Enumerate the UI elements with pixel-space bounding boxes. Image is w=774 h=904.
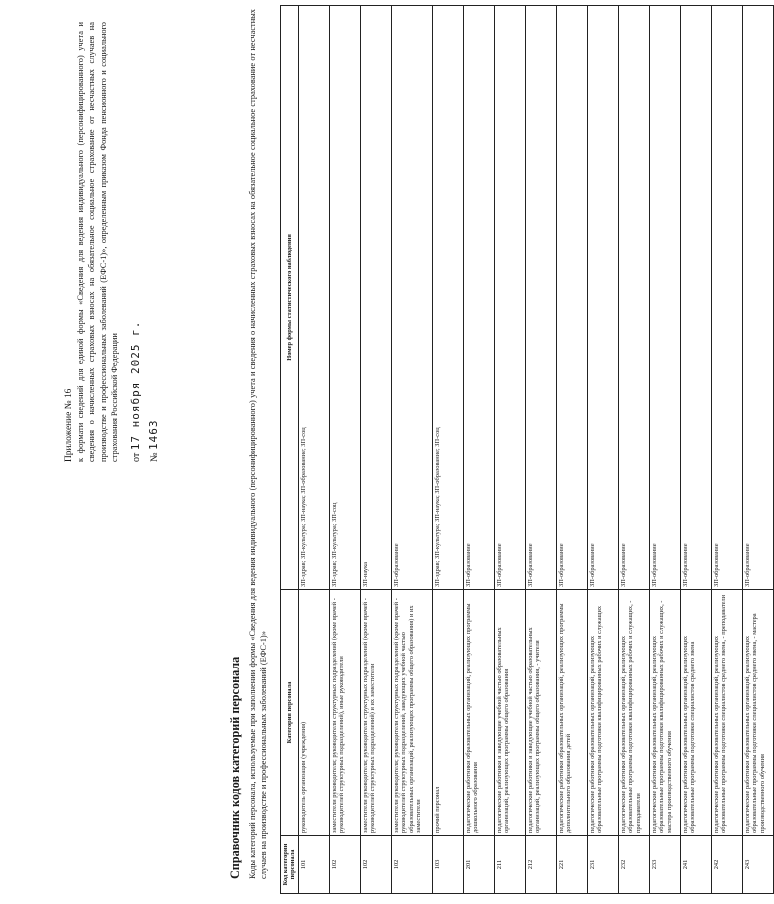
page-title: Справочник кодов категорий персонала	[228, 656, 242, 879]
cell-form: ЗП-образование	[391, 6, 432, 590]
cell-code: 241	[680, 836, 711, 894]
table-row	[556, 6, 587, 894]
cell-code: 102	[360, 836, 391, 894]
table-header-row	[281, 6, 299, 894]
table-row	[329, 6, 360, 894]
cell-code: 102	[329, 836, 360, 894]
cell-code: 101	[298, 836, 329, 894]
order-date-row	[130, 22, 142, 462]
cell-code: 243	[742, 836, 773, 894]
cell-category: педагогические работники образовательных организаций, реализующих образовательные программы подготовки квалифицированных рабочих и служащих	[587, 590, 618, 836]
table-body	[298, 6, 773, 894]
personnel-codes-table	[280, 5, 774, 894]
table-row	[680, 6, 711, 894]
table-row	[587, 6, 618, 894]
order-number-row	[148, 22, 160, 462]
header-code: Код категории персонала	[281, 836, 299, 894]
cell-code: 211	[494, 836, 525, 894]
cell-code: 103	[432, 836, 463, 894]
table-row	[494, 6, 525, 894]
cell-category: прочий персонал	[432, 590, 463, 836]
table-row	[525, 6, 556, 894]
cell-category: заместители руководителя; руководители структурных подразделений (кроме врачей - руководителей структурных подразделений, заведующих учебной частью образовательных организаций, реализующих программы общего образования) и их заместители	[391, 590, 432, 836]
table-row	[298, 6, 329, 894]
cell-code: 102	[391, 836, 432, 894]
cell-category: педагогические работники образовательных организаций, реализующих программы дошкольного образования	[463, 590, 494, 836]
table-row	[742, 6, 773, 894]
cell-code: 242	[711, 836, 742, 894]
cell-form: ЗП-образование	[556, 6, 587, 590]
date-prefix: от	[131, 452, 143, 462]
cell-form: ЗП-наука	[360, 6, 391, 590]
order-number: 1463	[147, 419, 161, 450]
table-row	[711, 6, 742, 894]
header-form: Номер формы статистического наблюдения	[281, 6, 299, 590]
cell-category: педагогические работники образовательных организаций, реализующих образовательные программы подготовки специалистов среднего звена, - мастера производственного обучения	[742, 590, 773, 836]
number-prefix: №	[149, 452, 161, 462]
order-date: 17 ноября 2025 г.	[129, 320, 143, 451]
cell-code: 231	[587, 836, 618, 894]
cell-category: заместители руководителя; руководители структурных подразделений (кроме врачей - руководителей структурных подразделений) и их заместители	[360, 590, 391, 836]
table-row	[432, 6, 463, 894]
appendix-header	[64, 22, 160, 462]
cell-form: ЗП-здрав; ЗП-культура; ЗП-наука; ЗП-образование; ЗП-соц	[298, 6, 329, 590]
cell-code: 233	[649, 836, 680, 894]
cell-category: педагогические работники и заведующие учебной частью образовательных организаций, реализующих программы общего образования	[494, 590, 525, 836]
table-row	[618, 6, 649, 894]
cell-form: ЗП-образование	[463, 6, 494, 590]
cell-category: педагогические работники образовательных организаций, реализующих образовательные программы подготовки специалистов среднего звена	[680, 590, 711, 836]
cell-category: педагогические работники и заведующие учебной частью образовательных организаций, реализующих программы общего образования, - учителя	[525, 590, 556, 836]
table-row	[649, 6, 680, 894]
cell-category: педагогические работники образовательных организаций, реализующих образовательные программы подготовки квалифицированных рабочих и служащих, - преподаватели	[618, 590, 649, 836]
header-category: Категория персонала	[281, 590, 299, 836]
table-row	[360, 6, 391, 894]
cell-code: 232	[618, 836, 649, 894]
cell-category: педагогические работники образовательных организаций, реализующих программы дополнительного образования детей	[556, 590, 587, 836]
appendix-body: к формати сведений для единой формы «Сведения для ведения индивидуального (персонифицированного) учета и сведения о начисленных страховых взносах на обязательное социальное страхование от несчастных случаев на производстве и профессиональных заболеваний (ЕФС-1)», определенным приказом Фонда пенсионного и социального страхования Российской Федерации	[76, 22, 119, 462]
cell-form: ЗП-образование	[711, 6, 742, 590]
appendix-title: Приложение № 16	[64, 388, 74, 462]
cell-category: педагогические работники образовательных организаций, реализующих образовательные программы подготовки квалифицированных рабочих и служащих, - мастера производственного обучения	[649, 590, 680, 836]
table-row	[391, 6, 432, 894]
cell-form: ЗП-здрав; ЗП-культура; ЗП-наука; ЗП-образование; ЗП-соц	[432, 6, 463, 590]
cell-form: ЗП-образование	[494, 6, 525, 590]
cell-code: 221	[556, 836, 587, 894]
cell-code: 212	[525, 836, 556, 894]
cell-form: ЗП-образование	[649, 6, 680, 590]
cell-form: ЗП-образование	[680, 6, 711, 590]
cell-form: ЗП-образование	[525, 6, 556, 590]
cell-form: ЗП-здрав; ЗП-культура; ЗП-соц	[329, 6, 360, 590]
intro-text: Коды категорий персонала, используемые при заполнении формы «Сведения для ведения индивидуального (персонифицированного) учета и сведения о начисленных страховых взносах на обязательное социальное страхование от несчастных случаев на производстве и профессиональных заболеваний (ЕФС-1)»	[248, 9, 268, 879]
cell-category: заместители руководителя; руководители структурных подразделений (кроме врачей - руководителей структурных подразделений), иные руководители	[329, 590, 360, 836]
cell-form: ЗП-образование	[587, 6, 618, 590]
cell-code: 201	[463, 836, 494, 894]
table-row	[463, 6, 494, 894]
cell-form: ЗП-образование	[618, 6, 649, 590]
cell-category: руководитель организации (учреждения)	[298, 590, 329, 836]
cell-category: педагогические работники образовательных организаций, реализующих образовательные программы подготовки специалистов среднего звена, - преподаватели	[711, 590, 742, 836]
cell-form: ЗП-образование	[742, 6, 773, 590]
